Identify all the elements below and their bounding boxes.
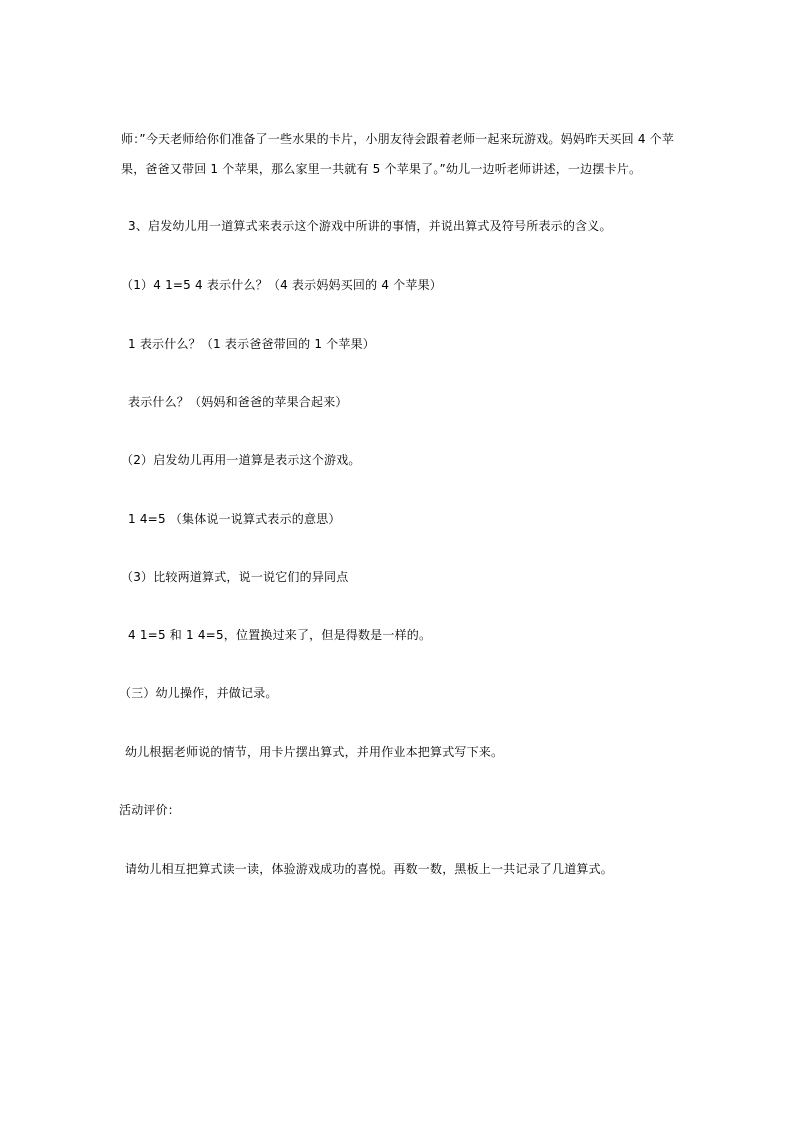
paragraph-evaluation: 请幼儿相互把算式读一读，体验游戏成功的喜悦。再数一数，黑板上一共记录了几道算式。 [125,862,614,876]
section-3-heading: （三）幼儿操作，并做记录。 [119,686,278,700]
paragraph-question-1: 1 表示什么？（1 表示爸爸带回的 1 个苹果） [128,337,375,351]
paragraph-question-plus: 表示什么？（妈妈和爸爸的苹果合起来） [128,395,348,409]
paragraph-sub-2: （2）启发幼儿再用一道算是表示这个游戏。 [121,453,361,467]
paragraph-operation: 幼儿根据老师说的情节，用卡片摆出算式，并用作业本把算式写下来。 [125,745,504,759]
paragraph-equation-2: 1 4=5 （集体说一说算式表示的意思） [128,512,341,526]
paragraph-1-line-2: 果，爸爸又带回 1 个苹果，那么家里一共就有 5 个苹果了。”幼儿一边听老师讲述，一边摆卡片。 [121,162,642,176]
paragraph-sub-3: （3）比较两道算式，说一说它们的异同点 [121,570,349,584]
paragraph-compare: 4 1=5 和 1 4=5，位置换过来了，但是得数是一样的。 [128,628,432,642]
paragraph-sub-1: （1）4 1=5 4 表示什么？（4 表示妈妈买回的 4 个苹果） [121,278,442,292]
activity-evaluation-heading: 活动评价： [119,803,181,817]
paragraph-step-3: 3、启发幼儿用一道算式来表示这个游戏中所讲的事情，并说出算式及符号所表示的含义。 [128,219,612,233]
paragraph-1-line-1: 师：”今天老师给你们准备了一些水果的卡片，小朋友待会跟着老师一起来玩游戏。妈妈昨天买回 4 个苹 [121,132,675,146]
